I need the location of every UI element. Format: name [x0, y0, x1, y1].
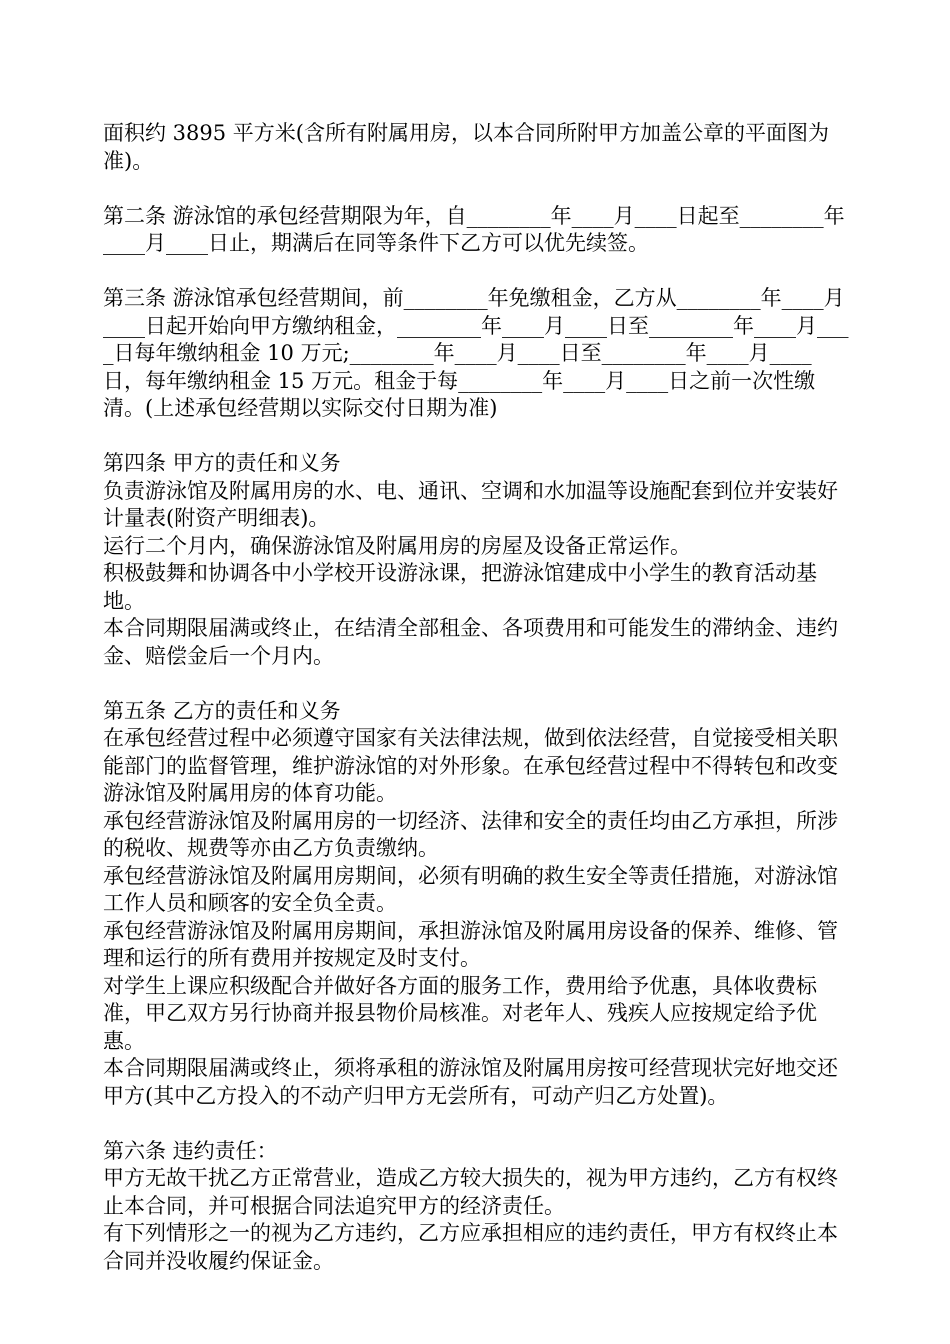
article-5-item: 在承包经营过程中必须遵守国家有关法律法规，做到依法经营，自觉接受相关职能部门的监督管理，维护游泳馆的对外形象。在承包经营过程中不得转包和改变游泳馆及附属用房的体育功能。 [103, 726, 838, 805]
article-6-item: 甲方无故干扰乙方正常营业，造成乙方较大损失的，视为甲方违约，乙方有权终止本合同，并可根据合同法追究甲方的经济责任。 [103, 1166, 838, 1218]
article-3-text: 第三条 游泳馆承包经营期间，前________年免缴租金，乙方从________年____月____日起开始向甲方缴纳租金，________年____月____日至________年____月____日每年缴纳租金 10 万元;________年____月____日至________年____月____日，每年缴纳租金 15 万元。租金于每________年____月____日之前一次性缴清。(上述承包经营期以实际交付日期为准) [103, 286, 849, 420]
article-5-item: 本合同期限届满或终止，须将承租的游泳馆及附属用房按可经营现状完好地交还甲方(其中乙方投入的不动产归甲方无尝所有，可动产归乙方处置)。 [103, 1056, 838, 1108]
article-5 [103, 698, 853, 1111]
article-5-item: 承包经营游泳馆及附属用房期间，承担游泳馆及附属用房设备的保养、维修、管理和运行的所有费用并按规定及时支付。 [103, 918, 838, 970]
contract-page [103, 120, 853, 1303]
article-3 [103, 285, 853, 423]
article-4-heading: 第四条 甲方的责任和义务 [103, 451, 341, 475]
article-5-heading: 第五条 乙方的责任和义务 [103, 698, 341, 723]
intro-block [103, 120, 853, 175]
article-4-item: 积极鼓舞和协调各中小学校开设游泳课，把游泳馆建成中小学生的教育活动基地。 [103, 561, 817, 613]
article-6 [103, 1138, 853, 1276]
article-2 [103, 203, 853, 258]
article-6-item: 有下列情形之一的视为乙方违约，乙方应承担相应的违约责任，甲方有权终止本合同并没收履约保证金。 [103, 1221, 838, 1273]
article-5-item: 承包经营游泳馆及附属用房的一切经济、法律和安全的责任均由乙方承担，所涉的税收、规费等亦由乙方负责缴纳。 [103, 808, 838, 860]
article-2-text: 第二条 游泳馆的承包经营期限为年，自________年____月____日起至________年____月____日止，期满后在同等条件下乙方可以优先续签。 [103, 203, 845, 255]
article-4-item: 本合同期限届满或终止，在结清全部租金、各项费用和可能发生的滞纳金、违约金、赔偿金后一个月内。 [103, 616, 838, 668]
article-6-heading: 第六条 违约责任： [103, 1138, 278, 1163]
article-4-item: 运行二个月内，确保游泳馆及附属用房的房屋及设备正常运作。 [103, 533, 691, 558]
article-4 [103, 450, 853, 670]
article-5-item: 对学生上课应积级配合并做好各方面的服务工作，费用给予优惠，具体收费标准，甲乙双方另行协商并报县物价局核准。对老年人、残疾人应按规定给予优惠。 [103, 973, 817, 1053]
intro-paragraph: 面积约 3895 平方米(含所有附属用房，以本合同所附甲方加盖公章的平面图为准)。 [103, 121, 829, 173]
article-5-item: 承包经营游泳馆及附属用房期间，必须有明确的救生安全等责任措施，对游泳馆工作人员和顾客的安全负全责。 [103, 863, 838, 915]
article-4-item: 负责游泳馆及附属用房的水、电、通讯、空调和水加温等设施配套到位并安装好计量表(附资产明细表)。 [103, 478, 838, 530]
